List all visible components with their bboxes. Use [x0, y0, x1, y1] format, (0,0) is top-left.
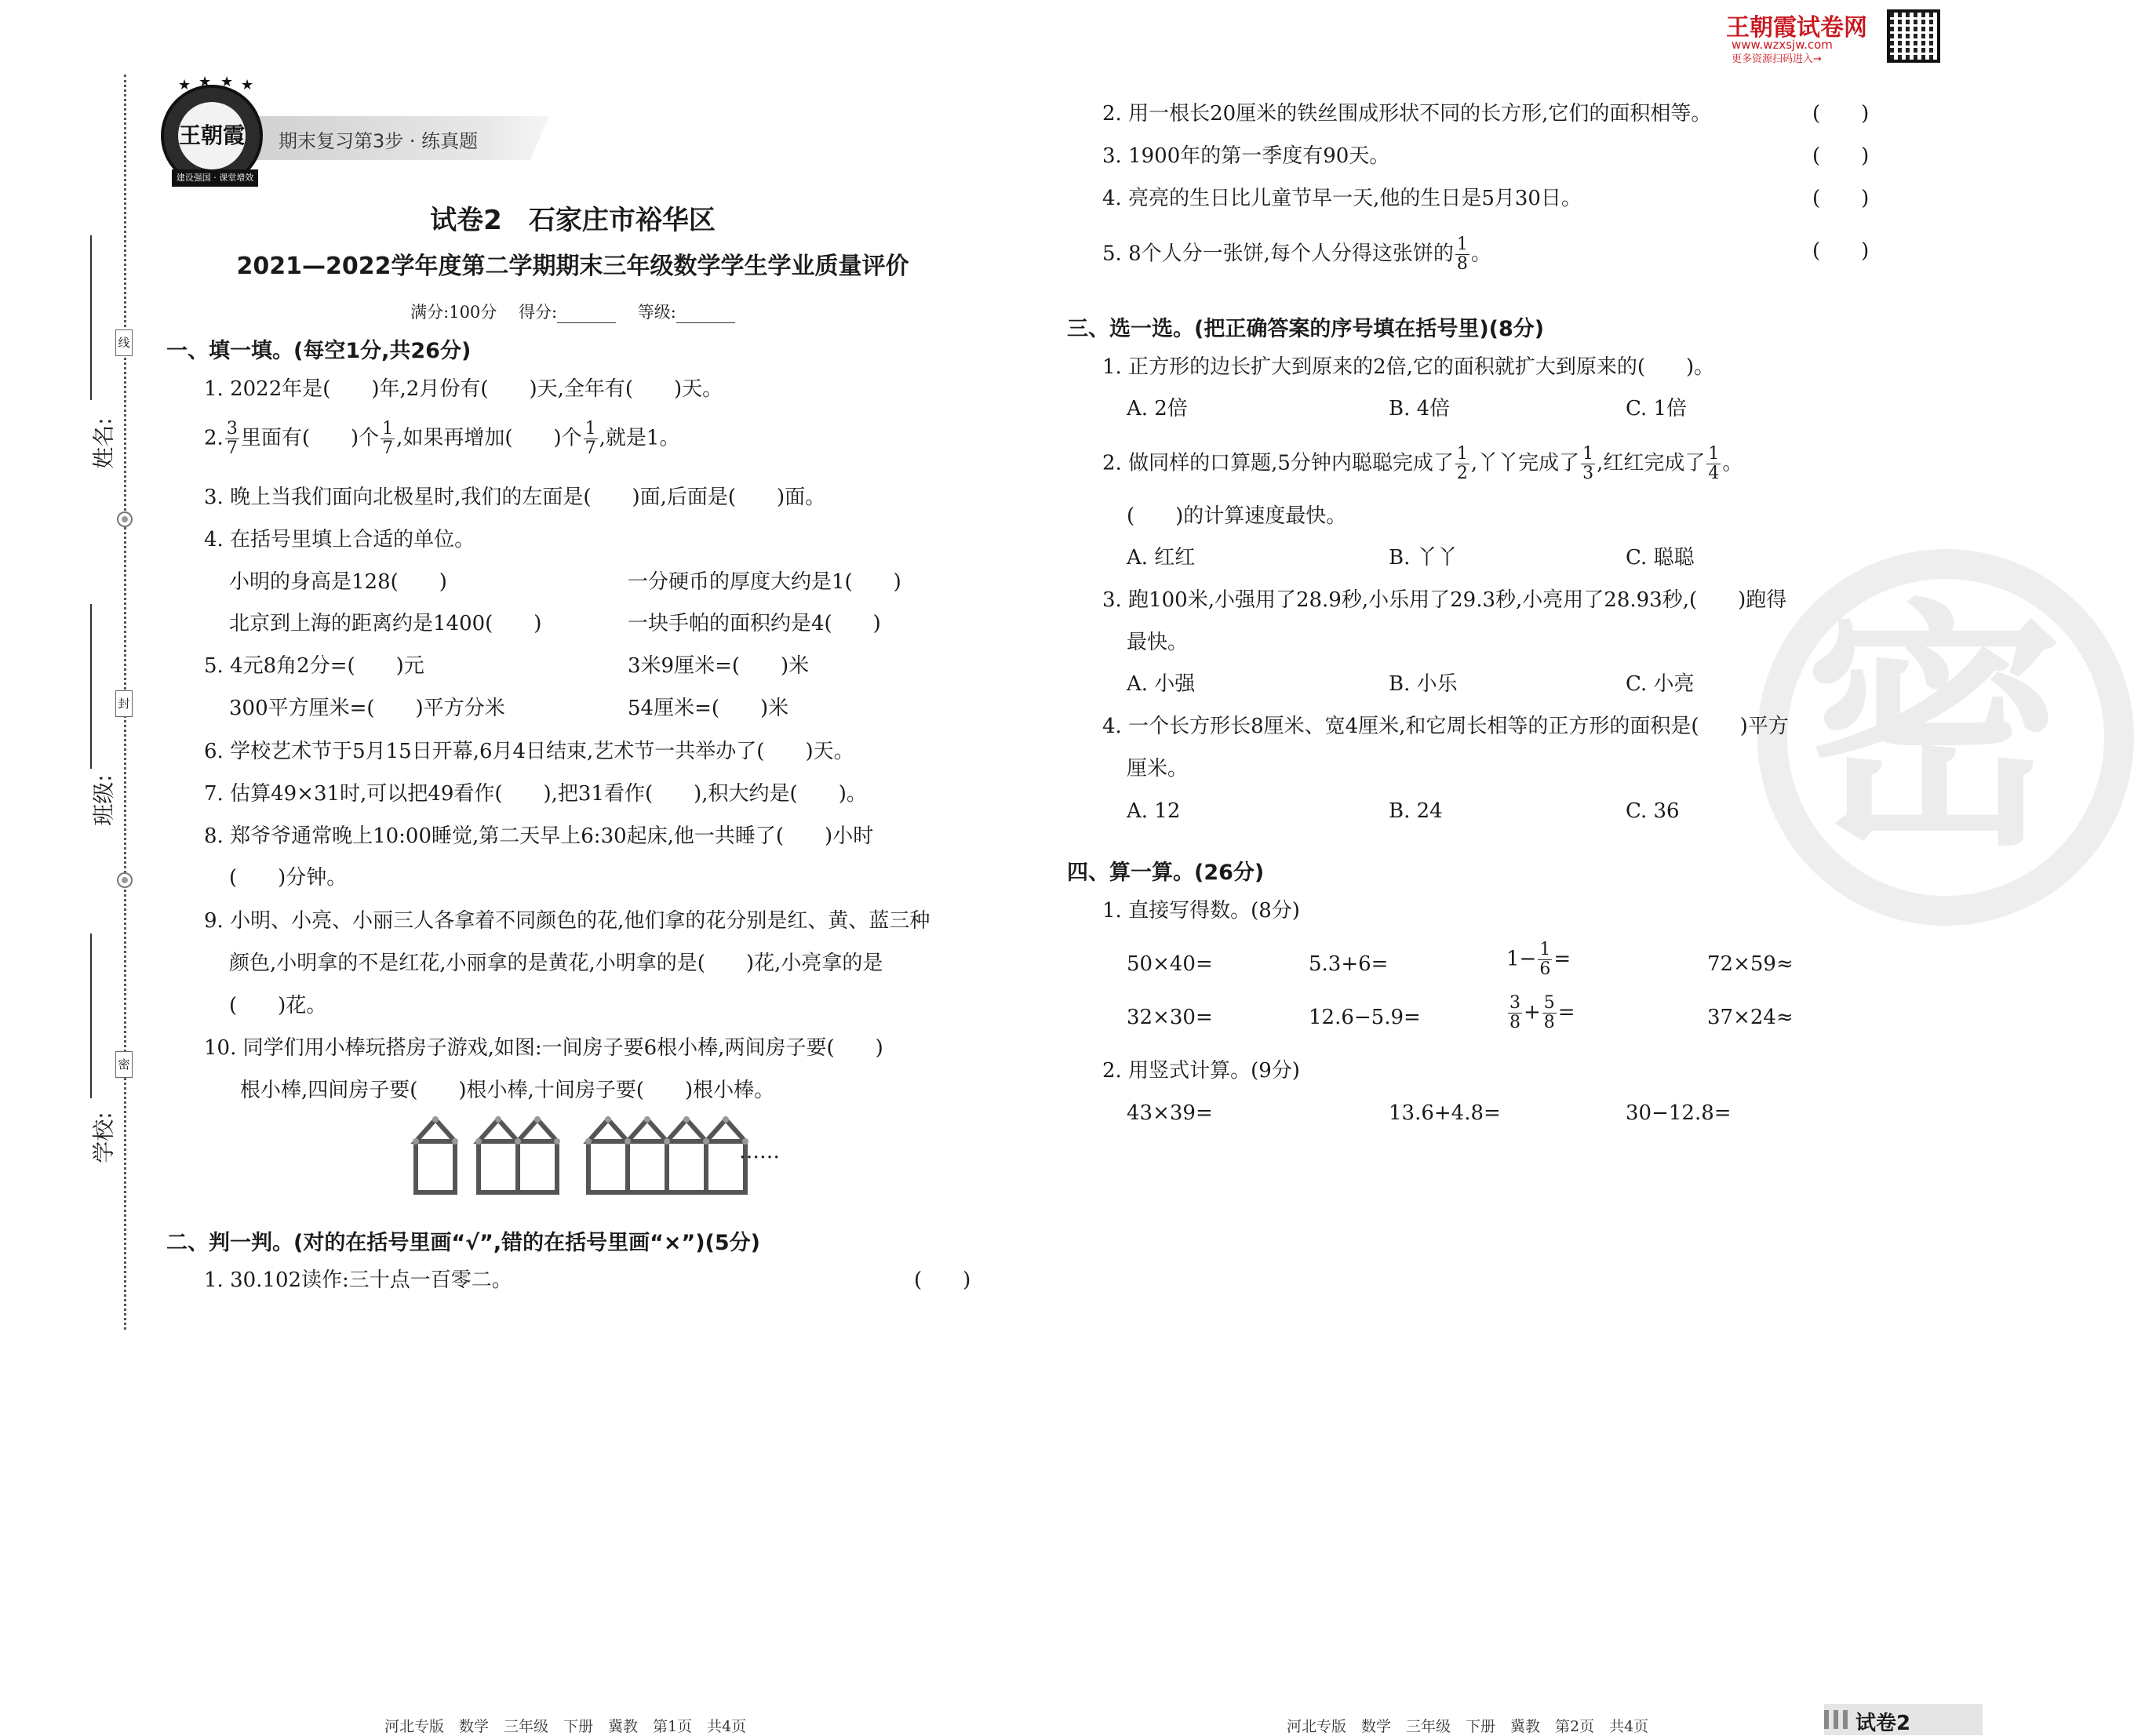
fraction	[1542, 994, 1557, 1032]
option-3-2-a[interactable]: A. 红红	[1127, 546, 1196, 570]
score-label: 得分:	[519, 303, 558, 322]
question-3-2	[1102, 445, 1743, 483]
question-1-9c: ( )花。	[229, 994, 327, 1017]
denominator: 8	[1456, 254, 1468, 274]
question-1-1: 1. 2022年是( )年,2月份有( )天,全年有( )天。	[204, 377, 723, 401]
grade-label: 等级:	[637, 303, 676, 322]
option-3-4-a[interactable]: A. 12	[1127, 799, 1181, 823]
score-blank[interactable]	[557, 308, 616, 323]
q-text: ,就是1。	[599, 426, 680, 450]
question-3-3-cont: 最快。	[1127, 631, 1189, 654]
question-1-5d: 54厘米=( )米	[628, 697, 789, 720]
fraction	[584, 420, 598, 458]
house-one	[416, 1119, 455, 1192]
page-tab-label: 试卷2	[1855, 1712, 1911, 1735]
calc-8: 37×24≈	[1707, 1006, 1794, 1029]
calc-1: 50×40=	[1127, 952, 1213, 976]
seal-word-seal: 封	[115, 690, 133, 717]
q-text: =	[1553, 947, 1571, 971]
question-1-4a: 小明的身高是128( )	[229, 570, 447, 594]
answer-paren-2-5[interactable]: ( )	[1812, 239, 1870, 263]
calc-6: 12.6−5.9=	[1309, 1006, 1421, 1029]
option-3-1-c[interactable]: C. 1倍	[1626, 397, 1688, 420]
calc-2: 5.3+6=	[1309, 952, 1389, 976]
question-3-1: 1. 正方形的边长扩大到原来的2倍,它的面积就扩大到原来的( )。	[1102, 355, 1715, 379]
question-1-4b: 一分硬币的厚度大约是1( )	[628, 570, 901, 594]
q-text: ,红红完成了	[1597, 451, 1706, 475]
numerator: 1	[584, 419, 596, 439]
option-3-2-b[interactable]: B. 丫丫	[1389, 546, 1458, 570]
denominator: 7	[382, 439, 394, 458]
fraction	[225, 420, 239, 458]
question-3-4-cont: 厘米。	[1127, 757, 1189, 781]
q-text: ,丫丫完成了	[1470, 451, 1580, 475]
calc-7	[1506, 994, 1575, 1032]
denominator: 2	[1456, 464, 1468, 483]
school-write-line	[90, 934, 92, 1098]
question-1-8a: 8. 郑爷爷通常晚上10:00睡觉,第二天早上6:30起床,他一共睡了( )小时	[204, 824, 874, 848]
banner-text: 期末复习第3步 · 练真题	[279, 130, 479, 152]
question-4-2: 2. 用竖式计算。(9分)	[1102, 1059, 1300, 1083]
calc-5: 32×30=	[1127, 1006, 1213, 1029]
house-two	[479, 1119, 557, 1192]
denominator: 7	[584, 439, 596, 458]
denominator: 3	[1582, 464, 1594, 483]
fraction	[1455, 445, 1469, 483]
question-2-5	[1102, 235, 1491, 274]
answer-paren-2-3[interactable]: ( )	[1812, 144, 1870, 168]
section4-heading: 四、算一算。(26分)	[1067, 861, 1265, 885]
q-text: 。	[1470, 242, 1491, 266]
question-1-7: 7. 估算49×31时,可以把49看作( ),把31看作( ),积大约是( )。	[204, 782, 867, 806]
brand-url: www.wzxsjw.com	[1732, 38, 1833, 52]
numerator: 1	[382, 419, 394, 439]
question-1-5b: 3米9厘米=( )米	[628, 654, 810, 678]
seal-word-secret: 密	[115, 1051, 133, 1078]
question-1-10a: 10. 同学们用小棒玩搭房子游戏,如图:一间房子要6根小棒,两间房子要( )	[204, 1036, 883, 1060]
option-3-4-b[interactable]: B. 24	[1389, 799, 1443, 823]
brand-name: 王朝霞试卷网	[1726, 14, 1867, 42]
q-text: 5. 8个人分一张饼,每个人分得这张饼的	[1102, 242, 1454, 266]
qr-code	[1887, 9, 1940, 63]
logo-text: 王朝霞	[178, 102, 246, 169]
option-3-1-a[interactable]: A. 2倍	[1127, 397, 1188, 420]
house-four	[588, 1119, 745, 1192]
logo-badge: ★ ★ ★ ★ 王朝霞 建设强国 · 课堂增效	[161, 85, 263, 187]
q-text: 里面有( )个	[240, 426, 380, 450]
school-label: 学校:	[90, 1112, 117, 1163]
question-1-9b: 颜色,小明拿的不是红花,小丽拿的是黄花,小明拿的是( )花,小亮拿的是	[229, 952, 883, 975]
numerator: 3	[226, 419, 238, 439]
class-label: 班级:	[90, 774, 117, 826]
fraction	[381, 420, 395, 458]
class-write-line	[90, 604, 92, 769]
question-3-2-cont: ( )的计算速度最快。	[1127, 504, 1347, 528]
question-1-2	[204, 420, 679, 458]
binding-hole	[117, 872, 133, 888]
footer-right: 河北专版 数学 三年级 下册 冀教 第2页 共4页	[1287, 1718, 1649, 1735]
question-3-4: 4. 一个长方形长8厘米、宽4厘米,和它周长相等的正方形的面积是( )平方	[1102, 715, 1789, 738]
fraction	[1706, 445, 1721, 483]
option-3-3-b[interactable]: B. 小乐	[1389, 672, 1458, 696]
question-1-3: 3. 晚上当我们面向北极星时,我们的左面是( )面,后面是( )面。	[204, 486, 826, 509]
fraction	[1455, 235, 1469, 274]
fraction	[1581, 445, 1595, 483]
numerator: 1	[1456, 444, 1468, 464]
calc-3	[1506, 941, 1571, 979]
footer-left: 河北专版 数学 三年级 下册 冀教 第1页 共4页	[384, 1718, 747, 1735]
question-1-5a: 5. 4元8角2分=( )元	[204, 654, 424, 678]
figure-ellipsis: ……	[739, 1140, 780, 1163]
denominator: 6	[1539, 959, 1551, 979]
option-3-4-c[interactable]: C. 36	[1626, 799, 1680, 823]
question-2-3: 3. 1900年的第一季度有90天。	[1102, 144, 1390, 168]
seal-word-line: 线	[115, 329, 133, 356]
option-3-3-c[interactable]: C. 小亮	[1626, 672, 1695, 696]
q-text: =	[1557, 1000, 1575, 1024]
grade-blank[interactable]	[676, 308, 735, 323]
question-2-4: 4. 亮亮的生日比儿童节早一天,他的生日是5月30日。	[1102, 187, 1582, 210]
denominator: 8	[1509, 1013, 1520, 1032]
numerator: 3	[1509, 993, 1520, 1013]
numerator: 1	[1456, 235, 1468, 254]
option-3-2-c[interactable]: C. 聪聪	[1626, 546, 1695, 570]
answer-paren-2-2[interactable]: ( )	[1812, 102, 1870, 126]
fraction	[1508, 994, 1522, 1032]
denominator: 7	[226, 439, 238, 458]
brand-subtitle: 更多资源扫码进入→	[1732, 53, 1822, 65]
answer-paren-2-1[interactable]: ( )	[914, 1268, 971, 1292]
question-1-9a: 9. 小明、小亮、小丽三人各拿着不同颜色的花,他们拿的花分别是红、黄、蓝三种	[204, 909, 930, 933]
score-line	[0, 300, 1145, 323]
question-4-1: 1. 直接写得数。(8分)	[1102, 899, 1300, 923]
numerator: 1	[1708, 444, 1720, 464]
logo-ribbon: 建设强国 · 课堂增效	[172, 169, 258, 187]
q-text: +	[1524, 1000, 1541, 1024]
exam-title: 试卷2 石家庄市裕华区	[430, 205, 716, 236]
answer-paren-2-4[interactable]: ( )	[1812, 187, 1870, 210]
q-text: ,如果再增加( )个	[396, 426, 582, 450]
fraction	[1538, 941, 1552, 979]
full-score: 满分:100分	[410, 303, 497, 322]
vertical-calc-3: 30−12.8=	[1626, 1101, 1732, 1125]
question-1-5c: 300平方厘米=( )平方分米	[229, 697, 505, 720]
option-3-1-b[interactable]: B. 4倍	[1389, 397, 1451, 420]
question-1-4: 4. 在括号里填上合适的单位。	[204, 528, 475, 551]
option-3-3-a[interactable]: A. 小强	[1127, 672, 1196, 696]
calc-4: 72×59≈	[1707, 952, 1794, 976]
numerator: 5	[1543, 993, 1555, 1013]
vertical-calc-1: 43×39=	[1127, 1101, 1213, 1125]
page-tab-bars	[1824, 1710, 1851, 1729]
section1-heading: 一、填一填。(每空1分,共26分)	[166, 339, 472, 363]
exam-subtitle: 2021—2022学年度第二学期期末三年级数学学生学业质量评价	[236, 253, 909, 280]
question-1-10b: 根小棒,四间房子要( )根小棒,十间房子要( )根小棒。	[240, 1079, 775, 1102]
binding-hole	[117, 511, 133, 527]
section2-heading: 二、判一判。(对的在括号里画“√”,错的在括号里画“×”)(5分)	[166, 1231, 761, 1255]
numerator: 1	[1582, 444, 1594, 464]
question-1-8b: ( )分钟。	[229, 866, 348, 890]
vertical-calc-2: 13.6+4.8=	[1389, 1101, 1501, 1125]
question-2-1: 1. 30.102读作:三十点一百零二。	[204, 1268, 512, 1292]
question-1-4c: 北京到上海的距离约是1400( )	[229, 612, 542, 635]
q-text: 2. 做同样的口算题,5分钟内聪聪完成了	[1102, 451, 1454, 475]
denominator: 8	[1543, 1013, 1555, 1032]
name-label: 姓名:	[90, 417, 117, 469]
numerator: 1	[1539, 940, 1551, 959]
question-2-2: 2. 用一根长20厘米的铁丝围成形状不同的长方形,它们的面积相等。	[1102, 102, 1712, 126]
watermark-glyph: 密	[1804, 579, 2063, 880]
section3-heading: 三、选一选。(把正确答案的序号填在括号里)(8分)	[1067, 317, 1545, 341]
denominator: 4	[1708, 464, 1720, 483]
question-1-6: 6. 学校艺术节于5月15日开幕,6月4日结束,艺术节一共举办了( )天。	[204, 740, 854, 763]
q-text: 1−	[1506, 947, 1537, 971]
q-number: 2.	[204, 426, 224, 450]
question-3-3: 3. 跑100米,小强用了28.9秒,小乐用了29.3秒,小亮用了28.93秒,( )跑得	[1102, 588, 1787, 612]
q-text: 。	[1722, 451, 1743, 475]
question-1-4d: 一块手帕的面积约是4( )	[628, 612, 881, 635]
